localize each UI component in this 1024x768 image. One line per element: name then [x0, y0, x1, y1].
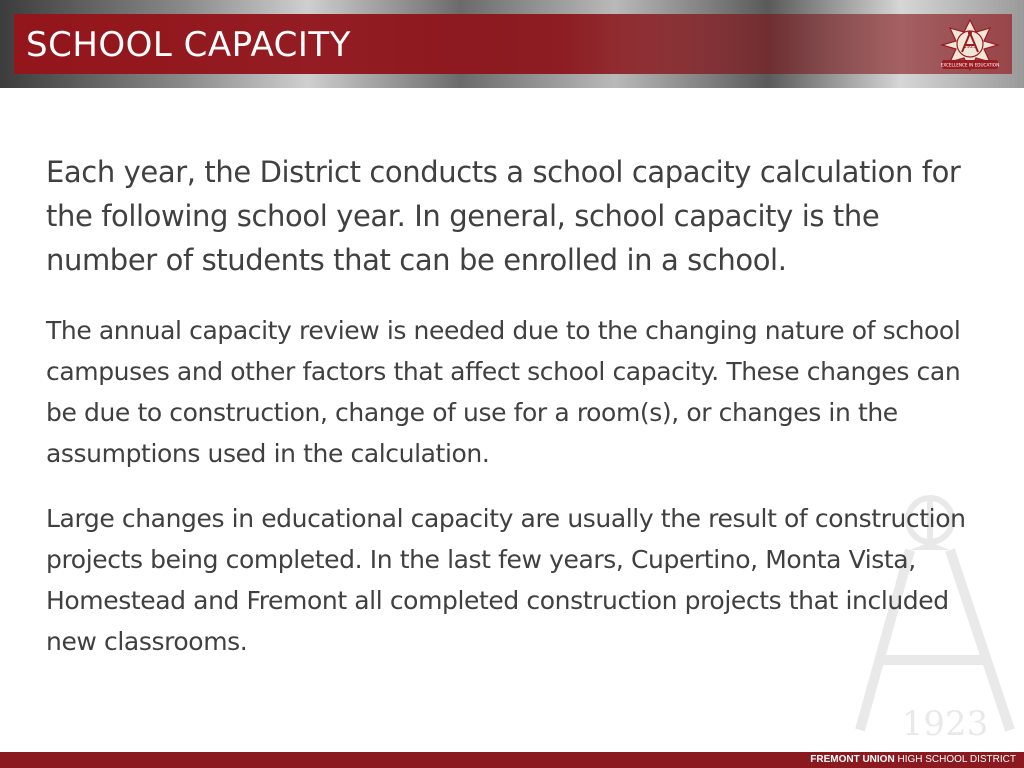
svg-text:EXCELLENCE IN EDUCATION: EXCELLENCE IN EDUCATION [940, 62, 1000, 68]
footer-org-rest: HIGH SCHOOL DISTRICT [894, 754, 1016, 765]
intro-paragraph: Each year, the District conducts a school capacity calculation for the following school year. In general, school capacity is the number of students that can be enrolled in a school. [46, 155, 961, 277]
footer-bar [0, 752, 1024, 768]
capacity-review-paragraph: The annual capacity review is needed due to the changing nature of school campuses and other factors that affect school capacity. These changes can be due to construction, change of use for a room(s), or changes in the assumptions used in the calculation. [46, 316, 961, 468]
svg-text:1923: 1923 [901, 704, 989, 744]
district-logo-icon [938, 18, 1002, 72]
construction-paragraph: Large changes in educational capacity are usually the result of construction projects being completed. In the last few years, Cupertino, Monta Vista, Homestead and Fremont all completed construction projects that included new classrooms. [46, 504, 966, 656]
main-content [46, 150, 976, 686]
footer-org-bold: FREMONT UNION [810, 754, 895, 765]
svg-text:1923: 1923 [963, 44, 977, 50]
page-title: SCHOOL CAPACITY [26, 25, 351, 65]
footer-district-name [810, 752, 1016, 768]
